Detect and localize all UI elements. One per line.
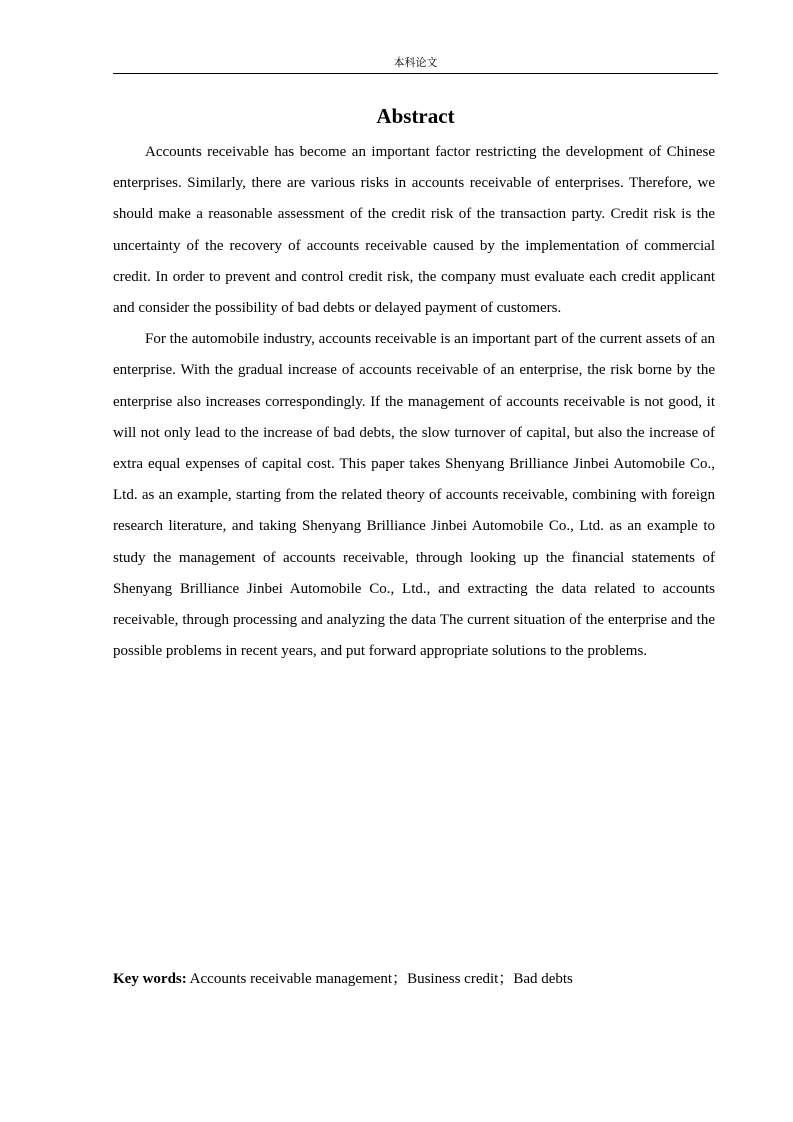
abstract-paragraph-1: Accounts receivable has become an important factor restricting the development of Chinese enterprises. Similarly, there are various risks in accounts receivable of enterprises. Therefore, we should make a reasonable assessment of the credit risk of the transaction party. Credit risk is the uncertainty of the recovery of accounts receivable caused by the implementation of commercial credit. In order to prevent and control credit risk, the company must evaluate each credit applicant and consider the possibility of bad debts or delayed payment of customers. xyxy=(113,144,715,317)
abstract-body xyxy=(113,137,715,667)
page-header: 本科论文 xyxy=(393,56,438,69)
keywords-line xyxy=(113,967,718,991)
header-divider xyxy=(113,73,718,74)
keywords-label: Key words: xyxy=(113,971,187,987)
abstract-heading: Abstract xyxy=(376,104,455,128)
abstract-paragraph-2: For the automobile industry, accounts receivable is an important part of the current assets of an enterprise. With the gradual increase of accounts receivable of an enterprise, the risk borne by the enterprise also increases correspondingly. If the management of accounts receivable is not good, it will not only lead to the increase of bad debts, the slow turnover of capital, but also the increase of extra equal expenses of capital cost. This paper takes Shenyang Brilliance Jinbei Automobile Co., Ltd. as an example, starting from the related theory of accounts receivable, combining with foreign research literature, and taking Shenyang Brilliance Jinbei Automobile Co., Ltd. as an example to study the management of accounts receivable, through looking up the financial statements of Shenyang Brilliance Jinbei Automobile Co., Ltd., and extracting the data related to accounts receivable, through processing and analyzing the data The current situation of the enterprise and the possible problems in recent years, and put forward appropriate solutions to the problems. xyxy=(113,331,715,660)
keywords-text: Accounts receivable management；Business credit；Bad debts xyxy=(186,971,573,987)
